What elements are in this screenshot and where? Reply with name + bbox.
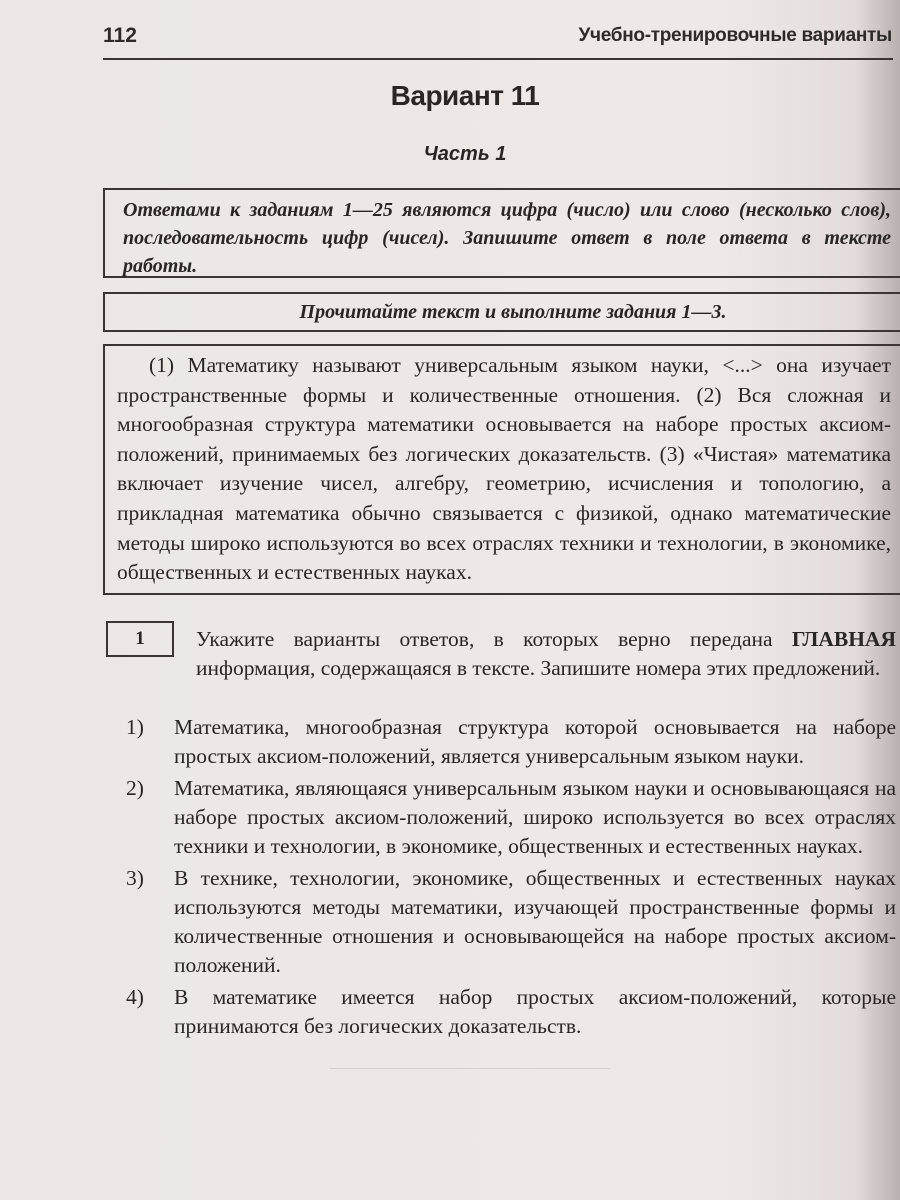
task-prompt-emphasis: ГЛАВНАЯ [791, 627, 896, 651]
answer-options [126, 713, 896, 1044]
option-text: Математика, являющаяся универсальным языком науки и основывающаяся на наборе простых аксиом-положений, широко используется во всех отраслях техники и технологии, в экономике, общественных и естественных науках. [174, 776, 896, 858]
option-text: Математика, многообразная структура которой основывается на наборе простых аксиом-положений, является универсальным языком науки. [174, 715, 896, 768]
read-prompt-text: Прочитайте текст и выполните задания 1—3. [299, 301, 727, 323]
page-number: 112 [103, 24, 137, 47]
task-prompt-start: Укажите варианты ответов, в которых верно передана [196, 627, 792, 651]
option-number: 3) [126, 866, 144, 890]
task-prompt [196, 625, 896, 683]
read-prompt-box [103, 292, 900, 332]
show-through-line [330, 1068, 610, 1069]
part-title: Часть 1 [423, 143, 507, 165]
answer-option [126, 983, 896, 1041]
section-title: Учебно-тренировочные варианты [578, 25, 892, 46]
answer-option [126, 864, 896, 980]
instructions-box [103, 188, 900, 278]
passage-box [103, 344, 900, 595]
instructions-text: Ответами к заданиям 1—25 являются цифра (число) или слово (несколько слов), последовательность цифр (чисел). Запишите ответ в поле ответа в тексте работы. [123, 199, 891, 277]
option-text: В технике, технологии, экономике, общественных и естественных науках используются методы математики, изучающей пространственные формы и количественные отношения и основывающейся на наборе простых аксиом-положений. [174, 866, 896, 977]
answer-option [126, 713, 896, 771]
option-text: В математике имеется набор простых аксиом-положений, которые принимаются без логических доказательств. [174, 985, 896, 1038]
answer-option [126, 774, 896, 861]
passage-text: (1) Математику называют универсальным языком науки, <...> она изучает пространственные формы и количественные отношения. (2) Вся сложная и многообразная структура математики основывается на наборе простых аксиом-положений, принимаемых без логических доказательств. (3) «Чистая» математика включает изучение чисел, алгебру, геометрию, исчисления и топологию, а прикладная математика обычно связывается с физикой, однако математические методы широко используются во всех отраслях техники и технологии, в экономике, общественных и естественных науках. [117, 353, 891, 585]
option-number: 4) [126, 985, 144, 1009]
header-rule [103, 58, 893, 60]
option-number: 2) [126, 776, 144, 800]
task-number: 1 [106, 621, 174, 657]
option-number: 1) [126, 715, 144, 739]
task-prompt-end: информация, содержащаяся в тексте. Запишите номера этих предложений. [196, 656, 881, 680]
running-head [103, 22, 900, 56]
variant-title: Вариант 11 [390, 80, 540, 111]
